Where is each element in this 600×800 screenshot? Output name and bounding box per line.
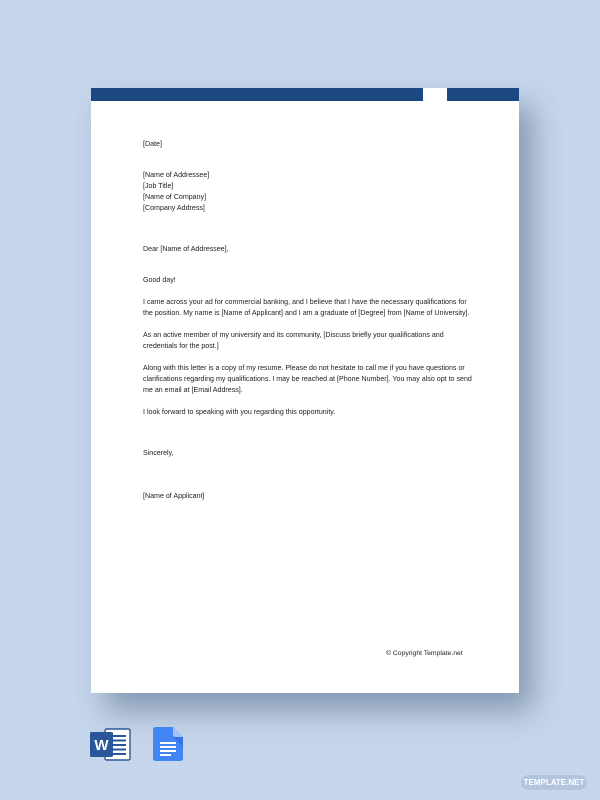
letter-page <box>91 88 519 693</box>
paragraph: Along with this letter is a copy of my resume. Please do not hesitate to call me if you have questions or clarifications regarding my qualifications. I may be reached at [Phone Number]. You may also opt to send me an email at [Email Address]. <box>143 364 472 394</box>
header-bar-right <box>447 88 519 101</box>
header-bar-left <box>91 88 423 101</box>
word-icon-letter: W <box>94 737 109 754</box>
signature: [Name of Applicant] <box>143 492 205 500</box>
paragraph: I look forward to speaking with you regarding this opportunity. <box>143 408 336 416</box>
date-line: [Date] <box>143 140 162 148</box>
salutation: Dear [Name of Addressee], <box>143 245 229 253</box>
paragraph: As an active member of my university and its community, [Discuss briefly your qualifications and credentials for the post.] <box>143 331 444 350</box>
address-block <box>143 170 473 214</box>
template-net-logo[interactable]: TEMPLATE.NET <box>521 775 587 790</box>
address-line: [Company Address] <box>143 204 205 212</box>
microsoft-word-icon[interactable] <box>90 728 131 761</box>
greeting: Good day! <box>143 276 176 284</box>
copyright-notice: © Copyright Template.net <box>386 650 463 657</box>
address-line: [Job Title] <box>143 182 174 190</box>
paragraph: I came across your ad for commercial banking, and I believe that I have the necessary qualifications for the position. My name is [Name of Applicant] and I am a graduate of [Degree] from [Name of University]. <box>143 298 470 317</box>
address-line: [Name of Company] <box>143 193 207 201</box>
letter-body <box>143 139 473 502</box>
address-line: [Name of Addressee] <box>143 171 210 179</box>
closing: Sincerely, <box>143 449 174 457</box>
google-docs-icon[interactable] <box>153 727 183 761</box>
